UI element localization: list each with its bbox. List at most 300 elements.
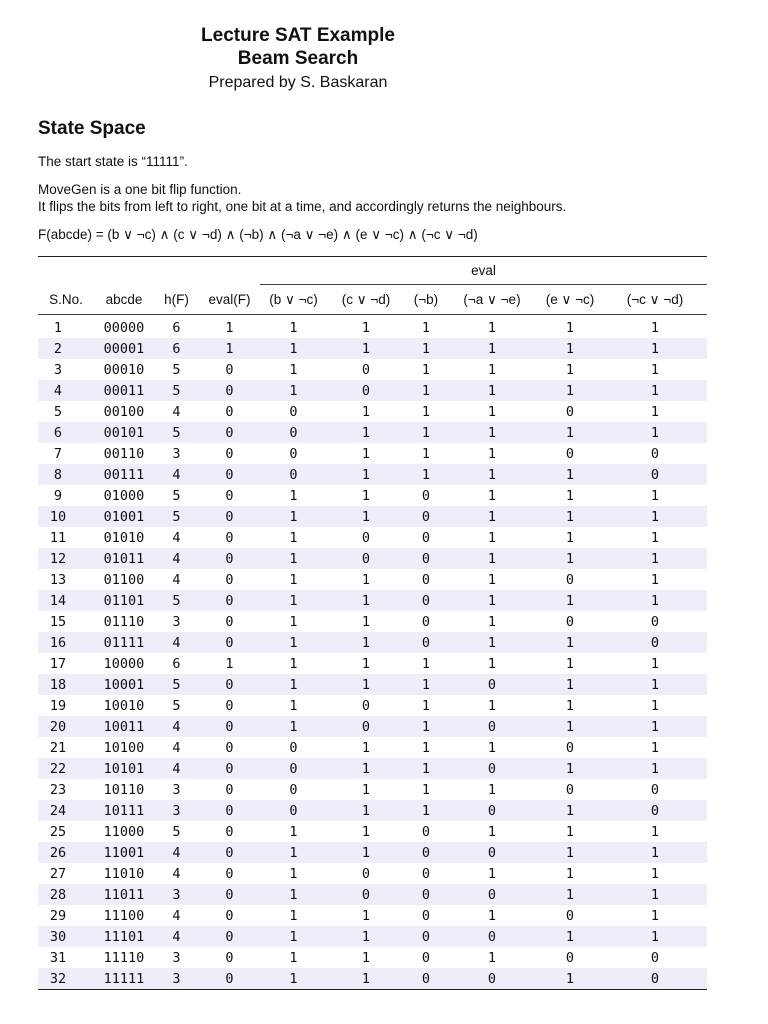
table-cell: 0 — [225, 445, 234, 462]
table-cell: 5 — [154, 590, 199, 611]
table-row — [38, 380, 707, 401]
table-cell: 23 — [49, 781, 67, 798]
table-cell: 30 — [38, 926, 94, 947]
table-cell: 4 — [172, 865, 181, 882]
table-cell: 0 — [199, 758, 260, 779]
table-cell: 1 — [487, 529, 497, 546]
table-cell: 4 — [172, 529, 181, 546]
table-cell: 1 — [260, 968, 327, 990]
table-cell: 5 — [154, 674, 199, 695]
table-row — [38, 315, 707, 339]
table-cell: 3 — [154, 968, 199, 990]
table-cell: 1 — [537, 674, 603, 695]
table-cell: 00110 — [103, 445, 145, 462]
table-cell: 1 — [361, 571, 371, 588]
table-row — [38, 863, 707, 884]
table-cell: 0 — [225, 949, 234, 966]
table-cell: 0 — [603, 464, 707, 485]
table-cell: 1 — [487, 781, 497, 798]
table-cell: 11111 — [94, 968, 154, 990]
column-header: (b ∨ ¬c) — [260, 285, 327, 315]
table-cell: 3 — [172, 613, 181, 630]
table-cell: 1 — [447, 506, 537, 527]
table-cell: 17 — [49, 655, 67, 672]
table-cell: 0 — [421, 949, 431, 966]
table-cell: 1 — [603, 926, 707, 947]
table-cell: 0 — [650, 445, 660, 462]
table-cell: 25 — [49, 823, 67, 840]
table-cell: 1 — [421, 697, 431, 714]
table-cell: 1 — [260, 380, 327, 401]
table-cell: 0 — [447, 758, 537, 779]
table-cell: 1 — [650, 655, 660, 672]
table-cell: 1 — [260, 926, 327, 947]
table-cell: 11011 — [94, 884, 154, 905]
table-cell: 10010 — [103, 697, 145, 714]
table-cell: 1 — [650, 697, 660, 714]
table-cell: 1 — [487, 697, 497, 714]
table-cell: 11001 — [94, 842, 154, 863]
table-cell: 11010 — [103, 865, 145, 882]
table-cell: 00100 — [103, 403, 145, 420]
table-cell: 0 — [565, 571, 575, 588]
document-title-secondary: Beam Search — [237, 48, 359, 69]
table-cell: 0 — [361, 361, 371, 378]
table-cell: 1 — [289, 949, 298, 966]
table-cell: 1 — [405, 716, 447, 737]
table-cell: 11110 — [103, 949, 145, 966]
table-cell: 3 — [172, 445, 181, 462]
column-header: S.No. — [38, 285, 94, 315]
table-cell: 6 — [172, 655, 181, 672]
table-cell: 0 — [421, 571, 431, 588]
table-cell: 11100 — [103, 907, 145, 924]
table-cell: 1 — [487, 655, 497, 672]
table-cell: 0 — [260, 800, 327, 821]
table-cell: 0 — [447, 674, 537, 695]
table-cell: 1 — [603, 338, 707, 359]
table-row — [38, 527, 707, 548]
table-row — [38, 674, 707, 695]
table-cell: 01000 — [103, 487, 145, 504]
table-cell: 12 — [38, 548, 94, 569]
table-cell: 1 — [565, 823, 575, 840]
table-row — [38, 716, 707, 737]
movegen-line-1: MoveGen is a one bit flip function. — [38, 182, 242, 197]
table-cell: 0 — [565, 403, 575, 420]
table-cell: 1 — [361, 907, 371, 924]
table-cell: 26 — [38, 842, 94, 863]
table-cell: 0 — [405, 548, 447, 569]
table-cell: 3 — [172, 949, 181, 966]
table-cell: 20 — [38, 716, 94, 737]
table-cell: 1 — [565, 487, 575, 504]
table-cell: 0 — [199, 842, 260, 863]
table-cell: 1 — [650, 907, 660, 924]
table-cell: 5 — [172, 361, 181, 378]
table-cell: 1 — [565, 319, 575, 336]
table-cell: 0 — [225, 781, 234, 798]
table-cell: 27 — [49, 865, 67, 882]
table-cell: 1 — [565, 529, 575, 546]
table-cell: 0 — [289, 445, 298, 462]
table-row — [38, 464, 707, 485]
table-cell: 1 — [327, 464, 405, 485]
table-cell: 1 — [421, 655, 431, 672]
table-cell: 0 — [225, 697, 234, 714]
table-cell: 10110 — [103, 781, 145, 798]
table-cell: 1 — [537, 548, 603, 569]
table-cell: 18 — [38, 674, 94, 695]
table-row — [38, 590, 707, 611]
table-cell: 0 — [260, 758, 327, 779]
table-cell: 4 — [154, 548, 199, 569]
table-cell: 1 — [650, 739, 660, 756]
table-cell: 0 — [260, 464, 327, 485]
column-header: h(F) — [154, 285, 199, 315]
table-cell: 00010 — [103, 361, 145, 378]
table-cell: 1 — [537, 968, 603, 990]
table-cell: 9 — [53, 487, 63, 504]
table-row — [38, 632, 707, 653]
table-cell: 0 — [225, 487, 234, 504]
table-cell: 1 — [650, 865, 660, 882]
table-cell: 1 — [603, 422, 707, 443]
table-cell: 4 — [154, 842, 199, 863]
table-cell: 10100 — [103, 739, 145, 756]
table-cell: 1 — [361, 655, 371, 672]
table-cell: 0 — [225, 361, 234, 378]
table-cell: 1 — [447, 590, 537, 611]
table-cell: 1 — [603, 674, 707, 695]
table-cell: 1 — [487, 613, 497, 630]
table-cell: 4 — [38, 380, 94, 401]
table-cell: 1 — [537, 506, 603, 527]
table-row — [38, 842, 707, 863]
table-cell: 6 — [38, 422, 94, 443]
table-cell: 0 — [199, 464, 260, 485]
table-cell: 1 — [421, 319, 431, 336]
table-cell: 1 — [650, 487, 660, 504]
table-cell: 0 — [421, 907, 431, 924]
table-row — [38, 905, 707, 926]
table-cell: 0 — [327, 716, 405, 737]
table-cell: 1 — [421, 361, 431, 378]
table-cell: 1 — [289, 487, 298, 504]
table-cell: 1 — [361, 739, 371, 756]
table-cell: 0 — [405, 842, 447, 863]
table-row — [38, 401, 707, 422]
table-cell: 1 — [447, 422, 537, 443]
table-cell: 1 — [487, 907, 497, 924]
table-cell: 1 — [327, 968, 405, 990]
table-cell: 0 — [565, 613, 575, 630]
table-cell: 1 — [537, 422, 603, 443]
table-cell: 0 — [225, 403, 234, 420]
table-body — [38, 315, 707, 990]
table-cell: 1 — [260, 842, 327, 863]
table-cell: 1 — [421, 739, 431, 756]
table-cell: 0 — [199, 926, 260, 947]
table-cell: 1 — [289, 571, 298, 588]
table-cell: 1 — [361, 613, 371, 630]
table-cell: 1 — [405, 422, 447, 443]
table-cell: 5 — [172, 697, 181, 714]
table-cell: 31 — [49, 949, 67, 966]
table-cell: 1 — [537, 716, 603, 737]
table-cell: 1 — [565, 361, 575, 378]
table-cell: 0 — [565, 445, 575, 462]
column-header: (¬c ∨ ¬d) — [603, 285, 707, 315]
table-cell: 01100 — [103, 571, 145, 588]
table-row — [38, 695, 707, 716]
table-row — [38, 737, 707, 758]
table-column-header-row — [38, 285, 707, 315]
table-cell: 1 — [289, 361, 298, 378]
table-cell: 1 — [405, 674, 447, 695]
table-cell: 1 — [289, 823, 298, 840]
table-cell: 1 — [487, 487, 497, 504]
section-heading: State Space — [38, 118, 146, 139]
table-cell: 29 — [49, 907, 67, 924]
table-cell: 00001 — [94, 338, 154, 359]
table-cell: 0 — [225, 529, 234, 546]
table-row — [38, 800, 707, 821]
table-cell: 0 — [565, 949, 575, 966]
table-cell: 1 — [565, 865, 575, 882]
table-cell: 3 — [172, 781, 181, 798]
table-cell: 0 — [447, 842, 537, 863]
table-cell: 1 — [327, 632, 405, 653]
table-cell: 5 — [172, 823, 181, 840]
table-cell: 6 — [172, 319, 181, 336]
table-row — [38, 359, 707, 380]
table-cell: 4 — [172, 403, 181, 420]
column-header: (e ∨ ¬c) — [537, 285, 603, 315]
table-cell: 1 — [405, 464, 447, 485]
table-cell: 11 — [49, 529, 67, 546]
table-cell: 1 — [361, 949, 371, 966]
table-cell: 0 — [565, 781, 575, 798]
table-cell: 1 — [447, 548, 537, 569]
table-cell: 1 — [603, 590, 707, 611]
table-cell: 4 — [154, 758, 199, 779]
start-state-text: The start state is “11111”. — [38, 154, 188, 169]
table-cell: 1 — [260, 338, 327, 359]
table-row — [38, 884, 707, 905]
table-cell: 00111 — [94, 464, 154, 485]
table-cell: 0 — [199, 380, 260, 401]
table-cell: 0 — [225, 571, 234, 588]
table-cell: 0 — [405, 506, 447, 527]
table-row — [38, 821, 707, 842]
table-cell: 1 — [289, 865, 298, 882]
table-cell: 3 — [154, 884, 199, 905]
table-cell: 0 — [199, 548, 260, 569]
table-cell: 1 — [537, 758, 603, 779]
table-cell: 1 — [327, 800, 405, 821]
table-cell: 1 — [405, 800, 447, 821]
table-cell: 0 — [289, 781, 298, 798]
table-cell: 4 — [154, 464, 199, 485]
table-cell: 0 — [650, 613, 660, 630]
table-cell: 10101 — [94, 758, 154, 779]
table-cell: 1 — [260, 506, 327, 527]
table-cell: 5 — [154, 380, 199, 401]
table-cell: 1 — [327, 758, 405, 779]
table-cell: 0 — [421, 865, 431, 882]
table-cell: 1 — [225, 319, 234, 336]
table-cell: 5 — [154, 422, 199, 443]
table-cell: 1 — [447, 632, 537, 653]
table-cell: 1 — [487, 571, 497, 588]
table-cell: 00000 — [103, 319, 145, 336]
formula-text: F(abcde) = (b ∨ ¬c) ∧ (c ∨ ¬d) ∧ (¬b) ∧ (¬a ∨ ¬e) ∧ (e ∨ ¬c) ∧ (¬c ∨ ¬d) — [38, 227, 478, 242]
table-cell: 1 — [260, 716, 327, 737]
table-cell: 3 — [53, 361, 63, 378]
table-cell: 1 — [537, 842, 603, 863]
table-row — [38, 968, 707, 990]
table-cell: 1 — [405, 758, 447, 779]
table-cell: 0 — [405, 884, 447, 905]
table-cell: 0 — [421, 613, 431, 630]
eval-group-header: eval — [260, 257, 707, 285]
table-cell: 1 — [421, 403, 431, 420]
table-row — [38, 422, 707, 443]
table-cell: 0 — [421, 823, 431, 840]
table-cell: 1 — [487, 403, 497, 420]
author-line: Prepared by S. Baskaran — [208, 74, 388, 91]
table-cell: 4 — [172, 739, 181, 756]
table-cell: 8 — [38, 464, 94, 485]
table-cell: 1 — [537, 884, 603, 905]
movegen-description — [38, 181, 566, 215]
table-cell: 1 — [537, 800, 603, 821]
document-title: Lecture SAT Example — [201, 25, 395, 46]
table-cell: 4 — [154, 632, 199, 653]
table-cell: 0 — [199, 632, 260, 653]
table-row — [38, 653, 707, 674]
table-cell: 1 — [53, 319, 63, 336]
table-header-spacer — [38, 257, 260, 285]
table-cell: 22 — [38, 758, 94, 779]
movegen-line-2: It flips the bits from left to right, one bit at a time, and accordingly returns the neighbours. — [38, 199, 567, 214]
table-cell: 14 — [38, 590, 94, 611]
table-cell: 1 — [260, 674, 327, 695]
table-cell: 1 — [361, 823, 371, 840]
table-cell: 13 — [49, 571, 67, 588]
table-cell: 10 — [38, 506, 94, 527]
table-cell: 4 — [172, 571, 181, 588]
table-cell: 3 — [154, 800, 199, 821]
table-cell: 01101 — [94, 590, 154, 611]
table-cell: 21 — [49, 739, 67, 756]
table-cell: 0 — [225, 739, 234, 756]
table-cell: 0 — [199, 422, 260, 443]
table-cell: 0 — [405, 632, 447, 653]
table-cell: 1 — [361, 319, 371, 336]
table-cell: 1 — [650, 403, 660, 420]
table-cell: 0 — [199, 800, 260, 821]
table-cell: 0 — [361, 865, 371, 882]
table-cell: 1 — [447, 464, 537, 485]
table-cell: 15 — [49, 613, 67, 630]
table-cell: 1 — [603, 380, 707, 401]
table-cell: 1 — [537, 590, 603, 611]
table-cell: 4 — [154, 716, 199, 737]
table-cell: 1 — [487, 445, 497, 462]
table-cell: 0 — [361, 697, 371, 714]
table-cell: 1 — [603, 758, 707, 779]
table-cell: 1 — [537, 926, 603, 947]
state-space-table — [38, 256, 707, 990]
table-cell: 1 — [537, 464, 603, 485]
table-cell: 7 — [53, 445, 63, 462]
table-row — [38, 443, 707, 464]
table-cell: 4 — [154, 926, 199, 947]
table-group-header-row — [38, 257, 707, 285]
table-row — [38, 569, 707, 590]
table-cell: 10011 — [94, 716, 154, 737]
table-cell: 1 — [405, 380, 447, 401]
table-cell: 2 — [38, 338, 94, 359]
table-cell: 0 — [405, 926, 447, 947]
table-cell: 0 — [650, 781, 660, 798]
table-cell: 0 — [199, 884, 260, 905]
table-cell: 0 — [405, 968, 447, 990]
table-cell: 1 — [537, 632, 603, 653]
table-cell: 5 — [172, 487, 181, 504]
table-cell: 10111 — [94, 800, 154, 821]
table-cell: 19 — [49, 697, 67, 714]
table-cell: 5 — [53, 403, 63, 420]
table-cell: 0 — [405, 590, 447, 611]
column-header: (c ∨ ¬d) — [327, 285, 405, 315]
table-cell: 4 — [172, 907, 181, 924]
table-cell: 01010 — [103, 529, 145, 546]
column-header: abcde — [94, 285, 154, 315]
table-cell: 1 — [289, 613, 298, 630]
table-cell: 1 — [565, 697, 575, 714]
table-cell: 10000 — [103, 655, 145, 672]
table-cell: 1 — [650, 319, 660, 336]
table-cell: 32 — [38, 968, 94, 990]
table-cell: 1 — [260, 590, 327, 611]
table-cell: 1 — [487, 361, 497, 378]
table-cell: 1 — [289, 319, 298, 336]
table-row — [38, 338, 707, 359]
table-cell: 1 — [603, 842, 707, 863]
table-cell: 1 — [260, 548, 327, 569]
column-header: eval(F) — [199, 285, 260, 315]
table-cell: 01110 — [103, 613, 145, 630]
table-cell: 1 — [603, 548, 707, 569]
table-cell: 0 — [447, 884, 537, 905]
table-cell: 1 — [361, 445, 371, 462]
table-cell: 1 — [650, 571, 660, 588]
table-cell: 10001 — [94, 674, 154, 695]
table-cell: 1 — [361, 487, 371, 504]
table-row — [38, 485, 707, 506]
table-cell: 0 — [199, 674, 260, 695]
table-cell: 1 — [327, 506, 405, 527]
table-cell: 0 — [225, 907, 234, 924]
column-header: (¬a ∨ ¬e) — [447, 285, 537, 315]
table-cell: 0 — [327, 548, 405, 569]
table-row — [38, 947, 707, 968]
table-cell: 1 — [650, 823, 660, 840]
table-cell: 01111 — [94, 632, 154, 653]
